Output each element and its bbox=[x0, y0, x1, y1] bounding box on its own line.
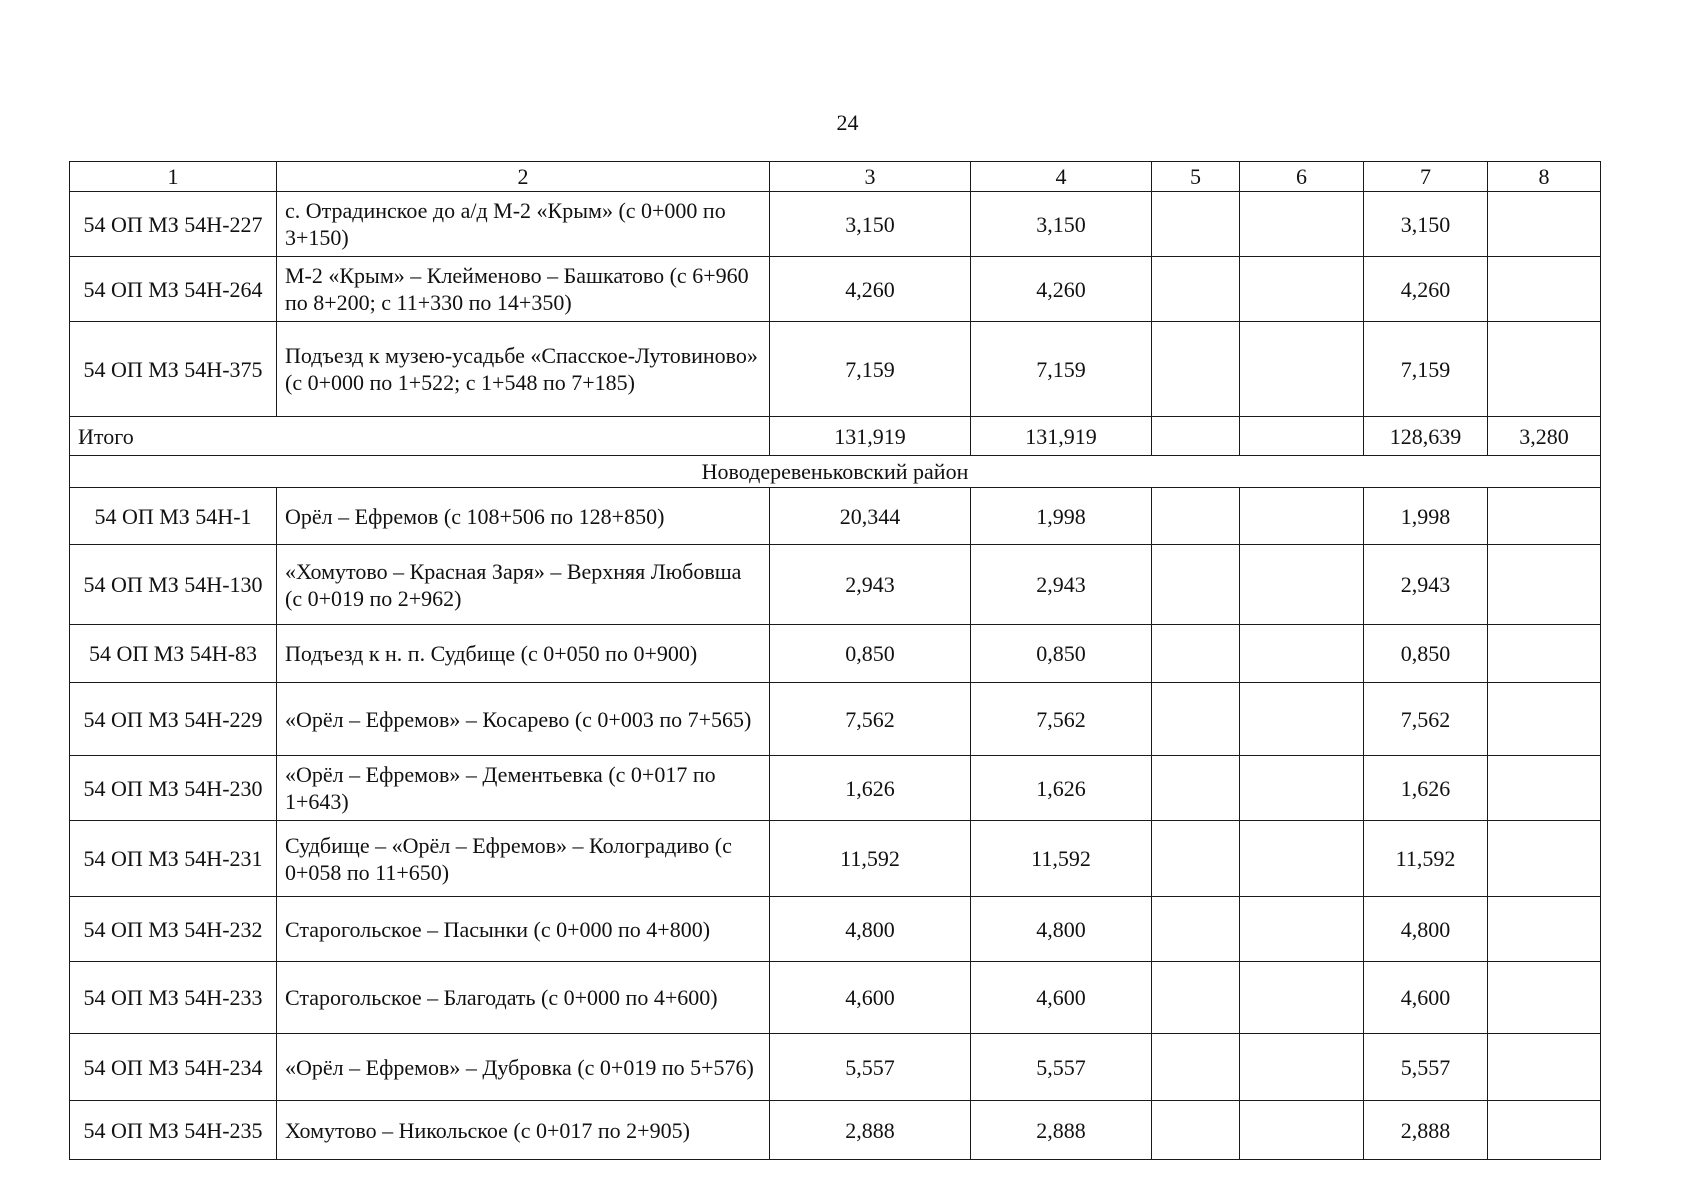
col6-value bbox=[1240, 488, 1364, 545]
col3-value: 2,888 bbox=[770, 1101, 971, 1160]
col4-value: 7,159 bbox=[971, 322, 1152, 417]
col7-value: 7,159 bbox=[1364, 322, 1488, 417]
road-code: 54 ОП МЗ 54Н-130 bbox=[70, 545, 277, 625]
road-name: Старогольское – Пасынки (с 0+000 по 4+800) bbox=[277, 897, 770, 962]
col7-value: 1,998 bbox=[1364, 488, 1488, 545]
total-col6 bbox=[1240, 417, 1364, 456]
col4-value: 3,150 bbox=[971, 192, 1152, 257]
total-col8: 3,280 bbox=[1488, 417, 1601, 456]
column-number: 4 bbox=[971, 162, 1152, 192]
col6-value bbox=[1240, 821, 1364, 897]
col8-value bbox=[1488, 962, 1601, 1034]
col4-value: 4,260 bbox=[971, 257, 1152, 322]
col6-value bbox=[1240, 897, 1364, 962]
road-code: 54 ОП МЗ 54Н-229 bbox=[70, 683, 277, 756]
col6-value bbox=[1240, 625, 1364, 683]
col7-value: 0,850 bbox=[1364, 625, 1488, 683]
table-row bbox=[70, 683, 1601, 756]
col5-value bbox=[1152, 683, 1240, 756]
col3-value: 5,557 bbox=[770, 1034, 971, 1101]
col7-value: 3,150 bbox=[1364, 192, 1488, 257]
road-name: Хомутово – Никольское (с 0+017 по 2+905) bbox=[277, 1101, 770, 1160]
column-number: 5 bbox=[1152, 162, 1240, 192]
total-col4: 131,919 bbox=[971, 417, 1152, 456]
road-name: Старогольское – Благодать (с 0+000 по 4+600) bbox=[277, 962, 770, 1034]
col6-value bbox=[1240, 1101, 1364, 1160]
road-code: 54 ОП МЗ 54Н-232 bbox=[70, 897, 277, 962]
col8-value bbox=[1488, 1034, 1601, 1101]
col6-value bbox=[1240, 756, 1364, 821]
col7-value: 4,600 bbox=[1364, 962, 1488, 1034]
road-name: «Орёл – Ефремов» – Дементьевка (с 0+017 по 1+643) bbox=[277, 756, 770, 821]
col6-value bbox=[1240, 683, 1364, 756]
col5-value bbox=[1152, 322, 1240, 417]
col5-value bbox=[1152, 625, 1240, 683]
table-row bbox=[70, 1101, 1601, 1160]
road-code: 54 ОП МЗ 54Н-83 bbox=[70, 625, 277, 683]
table-row bbox=[70, 257, 1601, 322]
column-number: 2 bbox=[277, 162, 770, 192]
road-name: «Орёл – Ефремов» – Дубровка (с 0+019 по 5+576) bbox=[277, 1034, 770, 1101]
col5-value bbox=[1152, 962, 1240, 1034]
road-code: 54 ОП МЗ 54Н-1 bbox=[70, 488, 277, 545]
road-name: «Хомутово – Красная Заря» – Верхняя Любовша (с 0+019 по 2+962) bbox=[277, 545, 770, 625]
col8-value bbox=[1488, 257, 1601, 322]
column-number: 3 bbox=[770, 162, 971, 192]
col8-value bbox=[1488, 897, 1601, 962]
roads-table bbox=[69, 161, 1601, 1160]
col6-value bbox=[1240, 257, 1364, 322]
col5-value bbox=[1152, 821, 1240, 897]
col4-value: 2,888 bbox=[971, 1101, 1152, 1160]
table-row bbox=[70, 962, 1601, 1034]
road-name: Орёл – Ефремов (с 108+506 по 128+850) bbox=[277, 488, 770, 545]
col4-value: 7,562 bbox=[971, 683, 1152, 756]
road-code: 54 ОП МЗ 54Н-231 bbox=[70, 821, 277, 897]
column-number: 7 bbox=[1364, 162, 1488, 192]
road-name: Подъезд к н. п. Судбище (с 0+050 по 0+900) bbox=[277, 625, 770, 683]
col6-value bbox=[1240, 962, 1364, 1034]
col8-value bbox=[1488, 192, 1601, 257]
col3-value: 7,562 bbox=[770, 683, 971, 756]
col8-value bbox=[1488, 322, 1601, 417]
col4-value: 4,800 bbox=[971, 897, 1152, 962]
total-col7: 128,639 bbox=[1364, 417, 1488, 456]
col6-value bbox=[1240, 322, 1364, 417]
column-number: 8 bbox=[1488, 162, 1601, 192]
total-label: Итого bbox=[70, 417, 770, 456]
col7-value: 7,562 bbox=[1364, 683, 1488, 756]
table-row bbox=[70, 192, 1601, 257]
col5-value bbox=[1152, 192, 1240, 257]
table-row bbox=[70, 897, 1601, 962]
col6-value bbox=[1240, 192, 1364, 257]
col5-value bbox=[1152, 756, 1240, 821]
total-row bbox=[70, 417, 1601, 456]
table-row bbox=[70, 1034, 1601, 1101]
section-row bbox=[70, 456, 1601, 488]
col7-value: 4,800 bbox=[1364, 897, 1488, 962]
col8-value bbox=[1488, 625, 1601, 683]
col8-value bbox=[1488, 545, 1601, 625]
col5-value bbox=[1152, 1101, 1240, 1160]
col6-value bbox=[1240, 545, 1364, 625]
col7-value: 2,943 bbox=[1364, 545, 1488, 625]
col5-value bbox=[1152, 897, 1240, 962]
road-name: М-2 «Крым» – Клейменово – Башкатово (с 6+960 по 8+200; с 11+330 по 14+350) bbox=[277, 257, 770, 322]
road-code: 54 ОП МЗ 54Н-234 bbox=[70, 1034, 277, 1101]
col3-value: 0,850 bbox=[770, 625, 971, 683]
col6-value bbox=[1240, 1034, 1364, 1101]
table-row bbox=[70, 756, 1601, 821]
col4-value: 4,600 bbox=[971, 962, 1152, 1034]
col7-value: 11,592 bbox=[1364, 821, 1488, 897]
table-header-row bbox=[70, 162, 1601, 192]
col3-value: 2,943 bbox=[770, 545, 971, 625]
road-code: 54 ОП МЗ 54Н-235 bbox=[70, 1101, 277, 1160]
col7-value: 5,557 bbox=[1364, 1034, 1488, 1101]
road-code: 54 ОП МЗ 54Н-264 bbox=[70, 257, 277, 322]
col8-value bbox=[1488, 1101, 1601, 1160]
column-number: 6 bbox=[1240, 162, 1364, 192]
column-number: 1 bbox=[70, 162, 277, 192]
col3-value: 1,626 bbox=[770, 756, 971, 821]
col4-value: 1,998 bbox=[971, 488, 1152, 545]
col8-value bbox=[1488, 756, 1601, 821]
table-row bbox=[70, 625, 1601, 683]
col3-value: 4,800 bbox=[770, 897, 971, 962]
col5-value bbox=[1152, 545, 1240, 625]
col8-value bbox=[1488, 488, 1601, 545]
col8-value bbox=[1488, 821, 1601, 897]
col3-value: 7,159 bbox=[770, 322, 971, 417]
road-code: 54 ОП МЗ 54Н-227 bbox=[70, 192, 277, 257]
table-row bbox=[70, 545, 1601, 625]
table-row bbox=[70, 322, 1601, 417]
road-code: 54 ОП МЗ 54Н-375 bbox=[70, 322, 277, 417]
road-code: 54 ОП МЗ 54Н-230 bbox=[70, 756, 277, 821]
col7-value: 4,260 bbox=[1364, 257, 1488, 322]
col3-value: 3,150 bbox=[770, 192, 971, 257]
col4-value: 11,592 bbox=[971, 821, 1152, 897]
col3-value: 20,344 bbox=[770, 488, 971, 545]
col3-value: 4,600 bbox=[770, 962, 971, 1034]
col8-value bbox=[1488, 683, 1601, 756]
col4-value: 5,557 bbox=[971, 1034, 1152, 1101]
total-col5 bbox=[1152, 417, 1240, 456]
section-title: Новодеревеньковский район bbox=[70, 456, 1601, 488]
road-name: с. Отрадинское до а/д М-2 «Крым» (с 0+000 по 3+150) bbox=[277, 192, 770, 257]
table-row bbox=[70, 488, 1601, 545]
table-row bbox=[70, 821, 1601, 897]
col5-value bbox=[1152, 488, 1240, 545]
page-number: 24 bbox=[836, 110, 859, 135]
road-name: «Орёл – Ефремов» – Косарево (с 0+003 по 7+565) bbox=[277, 683, 770, 756]
total-col3: 131,919 bbox=[770, 417, 971, 456]
col7-value: 1,626 bbox=[1364, 756, 1488, 821]
col4-value: 1,626 bbox=[971, 756, 1152, 821]
road-name: Подъезд к музею-усадьбе «Спасское-Лутовиново» (с 0+000 по 1+522; с 1+548 по 7+185) bbox=[277, 322, 770, 417]
col7-value: 2,888 bbox=[1364, 1101, 1488, 1160]
col5-value bbox=[1152, 257, 1240, 322]
col4-value: 2,943 bbox=[971, 545, 1152, 625]
col3-value: 11,592 bbox=[770, 821, 971, 897]
col4-value: 0,850 bbox=[971, 625, 1152, 683]
col5-value bbox=[1152, 1034, 1240, 1101]
col3-value: 4,260 bbox=[770, 257, 971, 322]
road-name: Судбище – «Орёл – Ефремов» – Колоградиво (с 0+058 по 11+650) bbox=[277, 821, 770, 897]
road-code: 54 ОП МЗ 54Н-233 bbox=[70, 962, 277, 1034]
